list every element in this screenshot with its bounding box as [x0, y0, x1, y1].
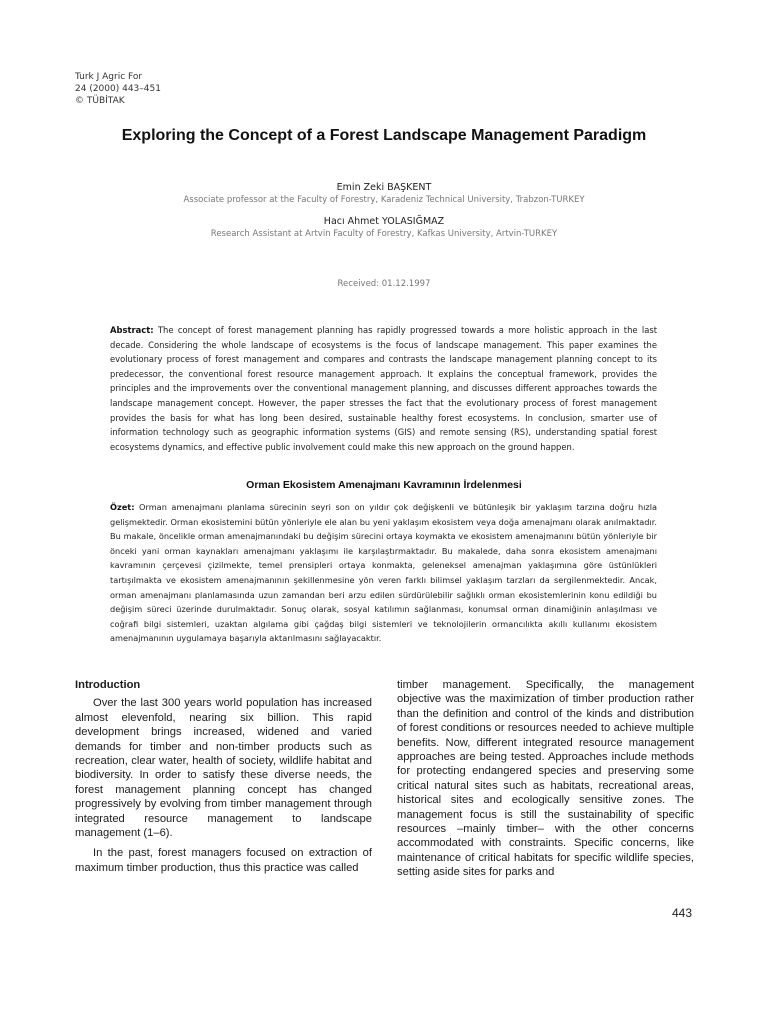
author-name: Hacı Ahmet YOLASIĞMAZ — [323, 216, 445, 227]
turkish-title: Orman Ekosistem Amenajmanı Kavramının İrdelenmesi — [246, 479, 522, 491]
author-name: Emin Zeki BAŞKENT — [336, 182, 432, 193]
paper-title: Exploring the Concept of a Forest Landscape Management Paradigm — [121, 127, 647, 144]
author-affiliation: Associate professor at the Faculty of Forestry, Karadeniz Technical University, Trabzon-TURKEY — [183, 195, 585, 205]
left-column — [75, 678, 372, 881]
journal-volume: 24 (2000) 443–451 — [75, 84, 161, 94]
author-1 — [0, 181, 768, 206]
journal-copyright: © TÜBİTAK — [75, 96, 125, 106]
body-paragraph: In the past, forest managers focused on extraction of maximum timber production, thus this practice was called — [75, 847, 372, 874]
author-affiliation: Research Assistant at Artvin Faculty of Forestry, Kafkas University, Artvin-TURKEY — [210, 229, 558, 239]
journal-name: Turk J Agric For — [75, 72, 143, 82]
body-paragraph: Over the last 300 years world population has increased almost elevenfold, nearing six billion. This rapid development brings increased, widened and varied demands for timber and non-timber products such as recreation, clear water, health of society, wildlife habitat and biodiversity. In order to satisfy these diverse needs, the forest management planning concept has changed progressively by evolving from timber management through integrated resource management to landscape management (1–6). — [75, 697, 372, 840]
journal-citation — [75, 71, 161, 107]
abstract-text: The concept of forest management planning has rapidly progressed towards a more holistic approach in the last decade. Considering the whole landscape of ecosystems is the focus of landscape management. This paper examines the evolutionary process of forest management and compares and contrasts the landscape management planning concept to its predecessor, the conventional forest resource management approach. It explains the conceptual framework, provides the principles and the improvements over the conventional management planning, and discusses different approaches towards the landscape management concept. However, the paper stresses the fact that the evolutionary process of forest management provides the basis for what has long been desired, sustainable healthy forest ecosystems. In conclusion, smarter use of information technology such as geographic information systems (GIS) and remote sensing (RS), understanding spatial forest ecosystems dynamics, and effective public involvement could make this new approach on the ground happen. — [110, 325, 657, 452]
body-paragraph: timber management. Specifically, the management objective was the maximization of timber production rather than the definition and control of the kinds and distribution of forest conditions or resources needed to achieve multiple benefits. Now, different integrated resource management approaches are being tested. Approaches include methods for protecting endangered species and preserving some critical natural sites such as habitats, recreational areas, historical sites and ecologically sensitive zones. The management focus is still the sustainability of specific resources –mainly timber– with the other concerns accommodated with constraints. Specific concerns, like maintenance of critical habitats for specific wildlife species, setting aside sites for parks and — [397, 679, 694, 879]
ozet-label: Özet: — [110, 502, 135, 512]
abstract-label: Abstract: — [110, 325, 154, 335]
section-heading-introduction: Introduction — [75, 679, 141, 691]
received-date: Received: 01.12.1997 — [337, 279, 431, 289]
right-column — [397, 678, 694, 886]
author-2 — [0, 215, 768, 240]
abstract — [110, 323, 657, 454]
ozet-abstract — [110, 500, 657, 646]
page-number: 443 — [672, 906, 693, 920]
ozet-text: Orman amenajmanı planlama sürecinin seyri son on yıldır çok değişkenli ve bütünleşik bir yaklaşım tarzına doğru hızla gelişmektedir. Orman ekosistemini bütün yönleriyle ele alan bu yeni yaklaşım ekosistem veya doğa amenajmanı olarak anılmaktadır. Bu makale, öncelikle orman amenajmanındaki bu değişim sürecini ortaya koymakta ve ekosistem amenajmanını bütün yönleriyle bir önceki yani orman kaynakları amenajmanı yaklaşımı ile karşılaştırmaktadır. Bu makalede, daha sonra ekosistem amenajmanı kavramının çerçevesi çizilmekte, temel prensipleri ortaya konmakta, geleneksel amenajman yaklaşımına göre üstünlükleri tartışılmakta ve ekosistem amenajmanının şekillenmesine yön veren farklı bilimsel yaklaşım tarzları da sergilenmektedir. Ancak, orman amenajmanı planlamasında uzun zamandan beri arzu edilen sürdürülebilir sağlıklı orman ekosistemlerinin konu edildiği bu değişim süreci üzerinde durulmaktadır. Sonuç olarak, sosyal katılımın sağlanması, konumsal orman dinamiğinin anlaşılması ve coğrafi bilgi sistemleri, uzaktan algılama gibi çağdaş bilgi sistemleri ve teknolojilerin ormancılıkta akıllı kullanımı ekosistem amenajmanının uygulamaya başarıyla aktarılmasını sağlayacaktır. — [110, 502, 657, 644]
